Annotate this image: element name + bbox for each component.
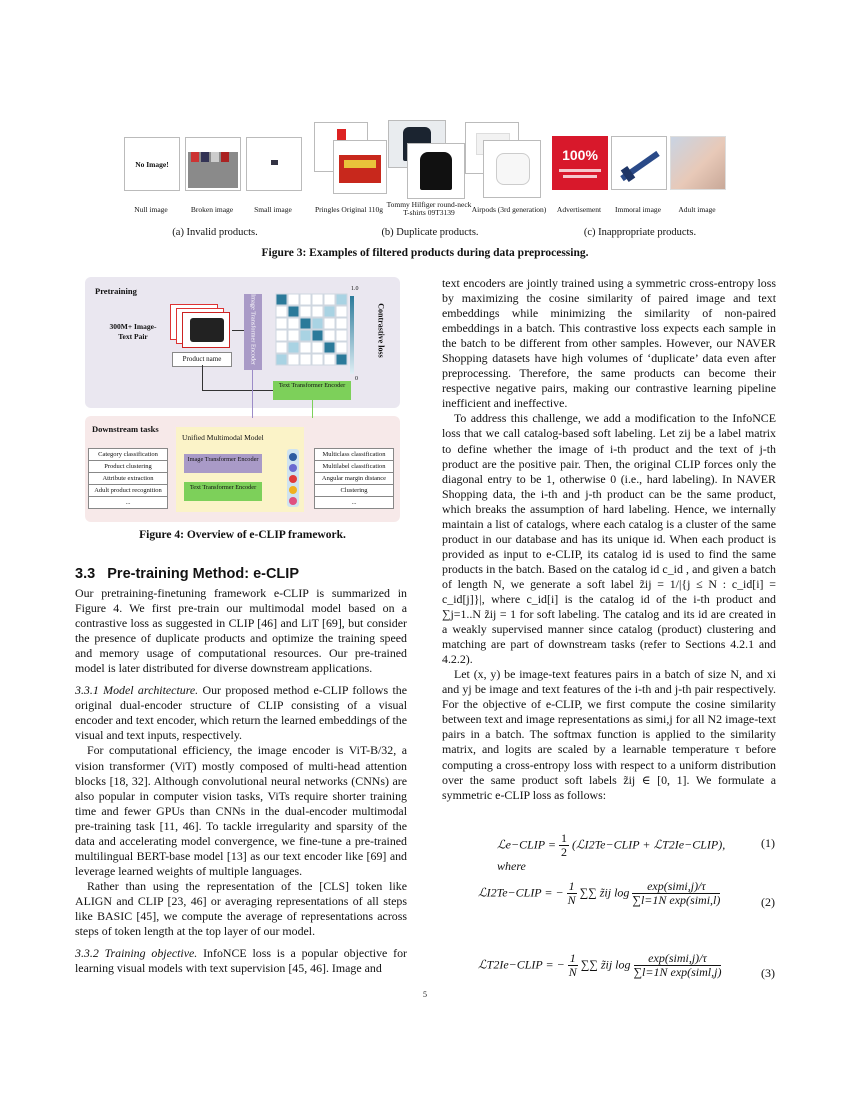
matrix-cell	[276, 342, 287, 353]
left-paragraph-5-body: InfoNCE loss is a popular objective for learning visual models with text supervision [45, 46]. Image and	[75, 946, 407, 976]
text-encoder-label: Text Transformer Encoder	[278, 382, 346, 389]
figure-4-caption: Figure 4: Overview of e-CLIP framework.	[139, 529, 346, 541]
matrix-cell	[288, 306, 299, 317]
product-image-stack	[170, 304, 240, 352]
left-paragraph-4: Rather than using the representation of the [CLS] token like ALIGN and CLIP [23, 46] or averaging representations of all steps like BASIC [45], we compute the average of representations across steps of token length at the top layer of our model.	[75, 878, 407, 939]
left-paragraph-2	[75, 683, 407, 743]
matrix-cell	[324, 354, 335, 365]
adult-image-tile	[670, 136, 726, 190]
advertisement-tile	[552, 136, 608, 190]
matrix-cell	[288, 330, 299, 341]
transfer-line-green	[312, 400, 313, 418]
pringles-front-tile	[333, 140, 387, 194]
equation-1	[497, 832, 757, 874]
pringles-label: Pringles Original 110g	[314, 205, 384, 214]
left-paragraph-1: Our pretraining-finetuning framework e-CLIP is summarized in Figure 4. We first pre-train our multimodal model based on a contrastive loss as suggested in CLIP [46] and LiT [69], but consider the presence of duplicate products and optimize the training speed and memory usage of computational resources. Our pre-trained model is later distributed for diverse downstream applications.	[75, 586, 407, 676]
matrix-cell	[300, 318, 311, 329]
matrix-cell	[312, 330, 323, 341]
eq1-lhs: ℒe−CLIP =	[497, 837, 559, 852]
matrix-cell	[324, 306, 335, 317]
subcaption-a: (a) Invalid products.	[172, 227, 258, 238]
scale-top-label: 1.0	[351, 286, 359, 292]
name-to-text-encoder-arrow	[202, 390, 273, 391]
page-number: 5	[423, 990, 427, 999]
equation-3-number: (3)	[761, 966, 775, 980]
right-task-2: Angular margin distance	[314, 472, 394, 485]
left-task-3: Adult product recognition	[88, 484, 168, 497]
eq3-fraction	[634, 952, 722, 979]
null-image-label: Null image	[134, 205, 168, 214]
broken-image-label: Broken image	[190, 205, 234, 214]
left-column-text	[75, 586, 407, 976]
equation-2-number: (2)	[761, 895, 775, 909]
eq3-lhs: ℒT2Ie−CLIP = −	[478, 957, 565, 972]
matrix-cell	[300, 294, 311, 305]
airpods-label: Airpods (3rd generation)	[471, 205, 547, 214]
section-heading	[75, 566, 299, 582]
eq2-one-over-n: $\frac{1}{N}$	[567, 879, 576, 907]
subcaption-c: (c) Inappropriate products.	[583, 227, 697, 238]
matrix-cell	[336, 318, 347, 329]
subsection-331-heading: 3.3.1 Model architecture.	[75, 683, 199, 698]
unified-model-label: Unified Multimodal Model	[182, 433, 264, 442]
left-paragraph-2-body: Our proposed method e-CLIP follows the original dual-encoder structure of CLIP consisting of a visual encoder and text encoder, which return the learned embeddings of the visual and text inputs, respectively.	[75, 683, 407, 743]
left-task-4: ...	[88, 496, 168, 509]
matrix-cell	[312, 294, 323, 305]
left-task-2: Attribute extraction	[88, 472, 168, 485]
equation-2	[478, 880, 758, 907]
equation-1-number: (1)	[761, 836, 775, 850]
left-paragraph-3: For computational efficiency, the image encoder is ViT-B/32, a vision transformer (ViT) mostly composed of multi-head attention blocks [18, 32]. Although convolutional neural networks (CNNs) are also popular in computer vision tasks, ViTs require shorter training time and fewer GPUs than CNNs in the dual-encoder multimodal pre-training task [11, 46]. To tackle irregularity and sparsity of the data and accelerating model convergence, we fine-tune a pre-trained multilingual BERT-base model [13] as our text encoder like [69] and leverage learned weights of multiple languages.	[75, 743, 407, 878]
airpods-front-tile	[483, 140, 541, 198]
pretraining-title: Pretraining	[95, 286, 137, 296]
right-task-3: Clustering	[314, 484, 394, 497]
matrix-cell	[336, 294, 347, 305]
matrix-cell	[312, 342, 323, 353]
downstream-text-encoder-label: Text Transformer Encoder	[189, 484, 257, 491]
matrix-cell	[324, 342, 335, 353]
matrix-cell	[300, 354, 311, 365]
product-name-box: Product name	[172, 352, 232, 367]
small-image-label: Small image	[254, 205, 292, 214]
right-paragraph-3: Let (x, y) be image-text features pairs in a batch of size N, and xi and yj be image and text features of the i-th and j-th pair respectively. For the objective of e-CLIP, we first compute the cosine similarity between text and image representations as simi,j for all N2 image-text pairs in a batch. The softmax function is applied to the similarity matrix, and logits are scaled by a learnable temperature τ before computing a cross-entropy loss with respect to a uniform distribution over the same product soft labels z̃ij ∈ [0, 1]. We formulate a symmetric e-CLIP loss as follows:	[442, 667, 776, 802]
immoral-image-label: Immoral image	[614, 205, 662, 214]
small-image-tile	[246, 137, 302, 191]
transfer-line-purple	[252, 370, 253, 418]
tshirt-label: Tommy Hilfiger round-neck T-shirts 09T3139	[386, 200, 472, 218]
left-task-0: Category classification	[88, 448, 168, 461]
right-task-4: ...	[314, 496, 394, 509]
right-task-1: Multilabel classification	[314, 460, 394, 473]
matrix-cell	[300, 342, 311, 353]
image-to-encoder-arrow	[232, 330, 244, 331]
immoral-image-tile	[611, 136, 667, 190]
eq3-denominator: ∑l=1N exp(siml,j)	[633, 965, 722, 979]
image-encoder-label: Image Transformer Encoder	[249, 294, 257, 365]
eq3-sum: ∑∑ z̃ij log	[580, 957, 631, 972]
eq2-sum: ∑∑ z̃ij log	[579, 885, 630, 900]
eq3-numerator: exp(simi,j)/τ	[634, 952, 722, 966]
matrix-cell	[300, 306, 311, 317]
eq2-numerator: exp(simi,j)/τ	[632, 880, 720, 894]
section-title: Pre-training Method: e-CLIP	[107, 566, 299, 582]
matrix-cell	[276, 294, 287, 305]
advertisement-label: Advertisement	[556, 205, 602, 214]
matrix-cell	[312, 354, 323, 365]
eq2-fraction	[632, 880, 720, 907]
null-image-text: No Image!	[135, 159, 169, 169]
advertisement-text: 100%	[562, 147, 598, 163]
matrix-cell	[276, 306, 287, 317]
matrix-cell	[276, 354, 287, 365]
subsection-332-heading: 3.3.2 Training objective.	[75, 946, 198, 961]
matrix-cell	[288, 342, 299, 353]
equation-3	[478, 952, 758, 979]
downstream-image-encoder-label: Image Transformer Encoder	[187, 456, 259, 463]
left-task-1: Product clustering	[88, 460, 168, 473]
eq1-half: $\frac{1}{2}$	[560, 831, 567, 859]
figure-3-caption: Figure 3: Examples of filtered products during data preprocessing.	[261, 247, 589, 259]
matrix-cell	[312, 306, 323, 317]
matrix-cell	[336, 342, 347, 353]
null-image-tile	[124, 137, 180, 191]
tshirt-front-tile	[407, 143, 465, 199]
right-task-0: Multiclass classification	[314, 448, 394, 461]
scale-bar	[350, 296, 354, 374]
matrix-cell	[300, 330, 311, 341]
similarity-matrix	[274, 292, 358, 376]
matrix-cell	[288, 318, 299, 329]
eq2-lhs: ℒI2Te−CLIP = −	[478, 885, 564, 900]
right-paragraph-2: To address this challenge, we add a modification to the InfoNCE loss that we call catalog-based soft labeling. Let zij be a label matrix to define whether the image of i-th product and the text of j-th product are the positive pair. Then, the original CLIP forces only the diagonal entry to be 1, otherwise 0 (i.e., hard labeling). In NAVER Shopping data, the i-th and j-th product can be the same product, which breaks the assumption of hard labeling. Hence, we internally maintain a list of catalogs, where each catalog is a cluster of the same product in our database and has its unique id. When each product is provided as input to e-CLIP, its catalog id is used to find the same products in the batch. Based on the catalog id c_id , and given a batch of length N, we generate a soft label z̃ij = 1/|{j ≤ N : c_id[i] = c_id[j]}|, where c_id[i] is the catalog id of the i-th product and ∑j=1..N z̃ij = 1 for soft labeling. The catalog and its id are created in a weakly supervised manner since catalog (product) clustering and matching are part of downstream tasks (refer to Sections 4.2.1 and 4.2.2).	[442, 411, 776, 667]
eq3-one-over-n: $\frac{1}{N}$	[568, 951, 577, 979]
subcaption-b: (b) Duplicate products.	[381, 227, 479, 238]
pair-label: 300M+ Image-Text Pair	[109, 322, 157, 341]
adult-image-label: Adult image	[678, 205, 716, 214]
matrix-cell	[276, 330, 287, 341]
matrix-cell	[336, 354, 347, 365]
name-to-text-encoder-line	[202, 365, 203, 391]
eq1-rhs: (ℒI2Te−CLIP + ℒT2Ie−CLIP), where	[497, 837, 726, 873]
contrastive-loss-label: Contrastive loss	[376, 303, 386, 358]
matrix-cell	[312, 318, 323, 329]
right-paragraph-1: text encoders are jointly trained using a symmetric cross-entropy loss by maximizing the cosine similarity of paired image and text embeddings while minimizing the similarity of non-paired embeddings in a batch. This contrastive loss expects each sample in the batch to be different from other samples. However, our NAVER Shopping datasets have high volumes of ‘duplicate’ data even after preprocessing. Therefore, the same products can become their respective negative pairs, making our contrastive learning pipeline inefficient and ineffective.	[442, 276, 776, 411]
right-column-text	[442, 276, 776, 803]
matrix-cell	[276, 318, 287, 329]
matrix-cell	[324, 330, 335, 341]
scale-bottom-label: 0	[355, 376, 358, 382]
matrix-cell	[336, 306, 347, 317]
left-paragraph-5	[75, 946, 407, 976]
matrix-cell	[336, 330, 347, 341]
matrix-cell	[324, 318, 335, 329]
downstream-title: Downstream tasks	[92, 424, 159, 434]
matrix-cell	[324, 294, 335, 305]
matrix-cell	[288, 354, 299, 365]
matrix-cell	[288, 294, 299, 305]
section-number: 3.3	[75, 566, 96, 582]
broken-image-tile	[185, 137, 241, 191]
eq2-denominator: ∑l=1N exp(simi,l)	[632, 893, 721, 907]
